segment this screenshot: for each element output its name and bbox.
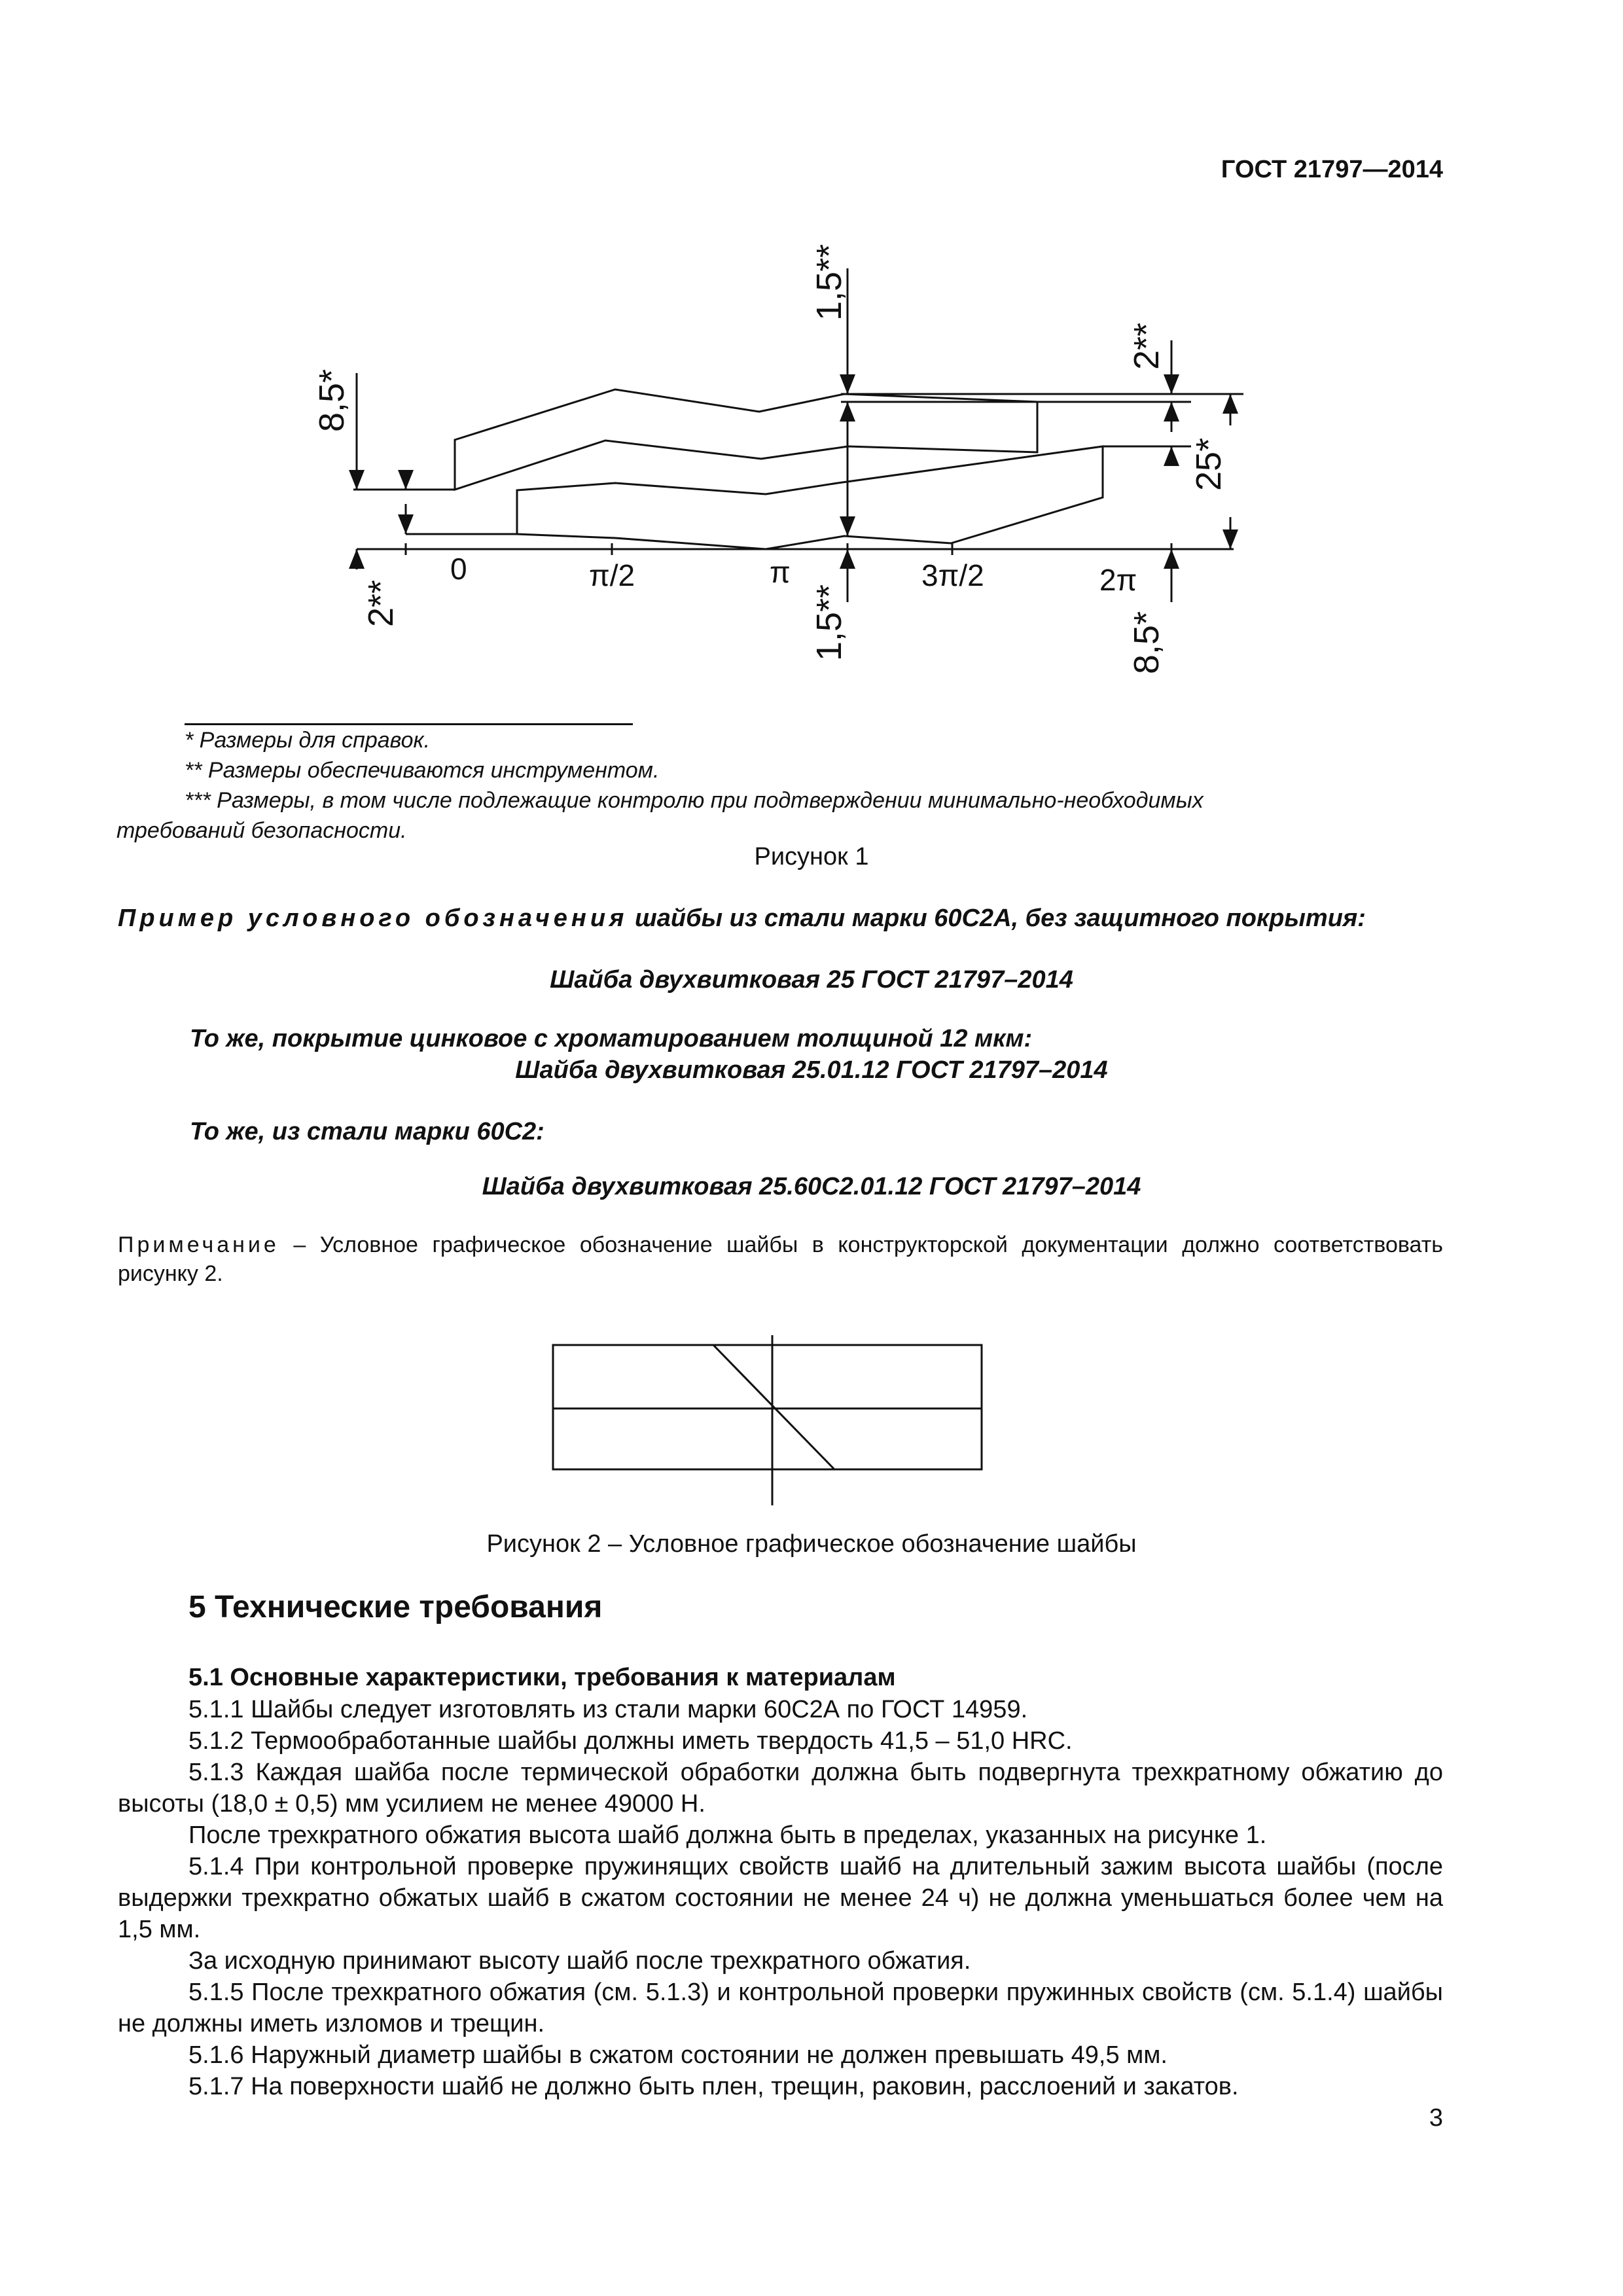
symbol-diagonal <box>713 1345 834 1469</box>
designation-line-5: Шайба двухвитковая 25.60С2.01.12 ГОСТ 21797–2014 <box>482 1173 1141 1200</box>
figure-2-caption: Рисунок 2 – Условное графическое обозначение шайбы <box>486 1530 1137 1558</box>
page-number: 3 <box>1429 2104 1443 2132</box>
designation-line-4: То же, из стали марки 60С2: <box>190 1118 544 1145</box>
footnote-3-continued: требований безопасности. <box>116 818 407 843</box>
designation-line-2: То же, покрытие цинковое с хроматированием толщиной 12 мкм: <box>190 1025 1033 1052</box>
figure-1-washer-profile <box>0 216 1623 700</box>
axis-label-pi: π <box>770 555 791 589</box>
footnote-2: ** Размеры обеспечиваются инструментом. <box>185 758 660 783</box>
designation-line-3: Шайба двухвитковая 25.01.12 ГОСТ 21797–2014 <box>515 1056 1108 1084</box>
designation-example-lead: Пример условного обозначения <box>118 905 628 932</box>
designation-example-rest: шайбы из стали марки 60С2А, без защитного покрытия: <box>628 905 1366 932</box>
axis-label-2pi: 2π <box>1099 563 1137 597</box>
paragraph-5-1-5: 5.1.5 После трехкратного обжатия (см. 5.1.3) и контрольной проверки пружинных свойств (см. 5.1.4) шайбы не должны иметь изломов и трещин. <box>118 1979 1443 2037</box>
note-text: – Условное графическое обозначение шайбы в конструкторской документации должно соответствовать рисунку 2. <box>118 1232 1443 1286</box>
designation-example <box>118 902 1443 935</box>
dim-right-bottom-label: 8,5* <box>1127 611 1166 674</box>
subsection-title: 5.1 Основные характеристики, требования к материалам <box>188 1664 896 1691</box>
dim-right-top-label: 2** <box>1127 322 1166 370</box>
paragraph-5-1-4: 5.1.4 При контрольной проверке пружинящих свойств шайб на длительный зажим высота шайбы (после выдержки трехкратно обжатых шайб в сжатом состоянии не менее 24 ч) не должна уменьшаться более чем на 1,5 мм. <box>118 1853 1443 1943</box>
axis-label-3pi-half: 3π/2 <box>921 558 984 592</box>
upper-coil-strip <box>455 389 1037 490</box>
paragraph-5-1-3-continued: После трехкратного обжатия высота шайб должна быть в пределах, указанных на рисунке 1. <box>188 1821 1267 1849</box>
figure-2-washer-symbol <box>550 1335 1021 1525</box>
symbol-outer-rect <box>553 1345 982 1469</box>
paragraph-5-1-6: 5.1.6 Наружный диаметр шайбы в сжатом состоянии не должен превышать 49,5 мм. <box>188 2041 1168 2069</box>
axis-label-0: 0 <box>450 552 467 586</box>
paragraph-5-1-3: 5.1.3 Каждая шайба после термической обработки должна быть подвергнута трехкратному обжатию до высоты (18,0 ± 0,5) мм усилием не менее 49000 Н. <box>118 1759 1443 1818</box>
paragraph-5-1-1: 5.1.1 Шайбы следует изготовлять из стали марки 60С2А по ГОСТ 14959. <box>188 1696 1028 1723</box>
dim-right-total-label: 25* <box>1189 437 1228 491</box>
dim-left-bottom-label: 2** <box>361 579 401 627</box>
paragraph-5-1-2: 5.1.2 Термообработанные шайбы должны иметь твердость 41,5 – 51,0 HRC. <box>188 1727 1073 1755</box>
section-title: 5 Технические требования <box>188 1590 603 1624</box>
lower-coil-strip <box>517 446 1103 549</box>
paragraph-5-1-7: 5.1.7 На поверхности шайб не должно быть плен, трещин, раковин, расслоений и закатов. <box>188 2073 1239 2100</box>
footnote-1: * Размеры для справок. <box>185 728 431 753</box>
document-code-header: ГОСТ 21797—2014 <box>1221 156 1443 183</box>
designation-line-1: Шайба двухвитковая 25 ГОСТ 21797–2014 <box>550 966 1073 994</box>
footnote-3: *** Размеры, в том числе подлежащие контролю при подтверждении минимально-необходимых <box>185 788 1204 813</box>
dim-left-top-label: 8,5* <box>312 368 351 432</box>
dim-mid-bottom-label: 1,5** <box>810 584 849 661</box>
paragraph-5-1-4-continued: За исходную принимают высоту шайб после трехкратного обжатия. <box>188 1947 971 1975</box>
section-body <box>118 1694 1443 2102</box>
figure-1-caption: Рисунок 1 <box>754 843 869 870</box>
dim-mid-top-label: 1,5** <box>810 243 849 321</box>
note-paragraph <box>118 1230 1443 1288</box>
note-label: Примечание <box>118 1232 279 1257</box>
axis-label-pi-half: π/2 <box>589 558 635 592</box>
